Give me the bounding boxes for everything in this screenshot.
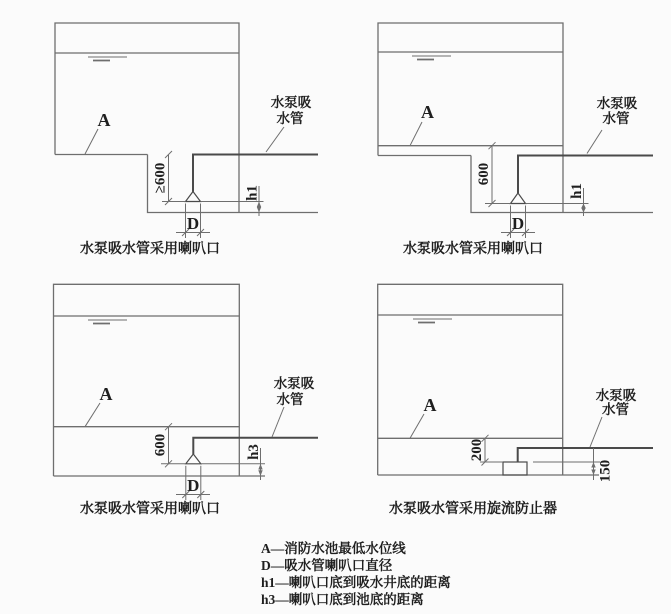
water-level-label: A: [421, 102, 434, 122]
dim-depth: [153, 151, 186, 205]
dim-depth-value: 600: [476, 162, 492, 186]
leader-line: [590, 417, 602, 447]
bell-mouth: [186, 192, 201, 202]
pipe-callout: [266, 94, 312, 152]
caption: 水泵吸水管采用喇叭口: [403, 242, 543, 257]
diagram-bottom-right: [335, 260, 671, 520]
dim-200: [469, 435, 503, 466]
dim-diameter-value: D: [186, 214, 200, 233]
pipe-label: 水管: [276, 392, 304, 407]
water-level-callout: [85, 110, 111, 154]
leader-line: [410, 122, 422, 146]
caption: 水泵吸水管采用喇叭口: [80, 502, 220, 517]
leader-line: [85, 403, 100, 427]
pipe-label: 水泵吸: [273, 376, 315, 391]
leader-line: [266, 127, 284, 152]
dim-depth: [153, 423, 186, 467]
legend-item-d: D—吸水管喇叭口直径: [261, 558, 393, 573]
dim-h1-value: h1: [244, 185, 261, 201]
leader-line: [85, 129, 98, 154]
water-level-label: A: [99, 384, 113, 404]
leader-line: [587, 130, 602, 154]
leader-line: [410, 414, 424, 438]
pipe-label: 水泵吸: [596, 96, 638, 111]
bell-mouth: [511, 193, 526, 204]
dim-diameter: [176, 466, 210, 500]
dim-h1-value: h1: [569, 183, 585, 199]
pipe-label: 水管: [276, 111, 304, 126]
dim-depth-value: ≥600: [152, 162, 169, 194]
dim-h3-value: h3: [246, 444, 262, 460]
water-level-callout: [85, 384, 113, 427]
dim-h3: [201, 444, 265, 480]
tank-outline: [378, 284, 599, 475]
pipe-callout: [590, 387, 637, 447]
caption: 水泵吸水管采用旋流防止器: [389, 502, 557, 517]
dim-150-value: 150: [597, 459, 614, 483]
water-level-callout: [410, 395, 437, 438]
dim-depth: [476, 142, 511, 207]
water-level-callout: [410, 102, 434, 146]
dim-200-value: 200: [469, 438, 485, 462]
vortex-preventer-box: [503, 462, 527, 475]
dim-depth-value: 600: [152, 433, 169, 457]
pipe-callout: [587, 95, 638, 154]
water-level-label: A: [423, 395, 437, 415]
diagram-bottom-left: [0, 260, 335, 520]
dim-diameter: [501, 206, 535, 239]
dim-h1: [526, 183, 589, 216]
leader-line: [272, 407, 284, 437]
water-level-label: A: [97, 110, 111, 130]
suction-pipe: [518, 448, 653, 462]
legend: [261, 540, 451, 608]
bell-mouth: [186, 454, 201, 464]
pipe-label: 水管: [602, 402, 629, 417]
dim-diameter-value: D: [511, 214, 525, 233]
pipe-callout: [272, 375, 315, 437]
suction-pipe: [518, 156, 653, 194]
dim-h1: [201, 185, 264, 216]
dim-diameter: [176, 204, 210, 239]
pipe-label: 水泵吸: [270, 95, 312, 110]
suction-pit: [148, 155, 319, 213]
caption: 水泵吸水管采用喇叭口: [80, 242, 220, 257]
dim-diameter-value: D: [187, 476, 200, 495]
legend-item-a: A—消防水池最低水位线: [261, 541, 406, 556]
legend-item-h1: h1—喇叭口底到吸水井底的距离: [261, 575, 451, 590]
diagram-top-left: [0, 0, 335, 260]
dim-150: [533, 448, 614, 482]
pipe-label: 水泵吸: [595, 388, 637, 403]
pipe-label: 水管: [602, 111, 630, 126]
diagram-top-right: [335, 0, 671, 260]
legend-item-h3: h3—喇叭口底到池底的距离: [261, 592, 424, 607]
